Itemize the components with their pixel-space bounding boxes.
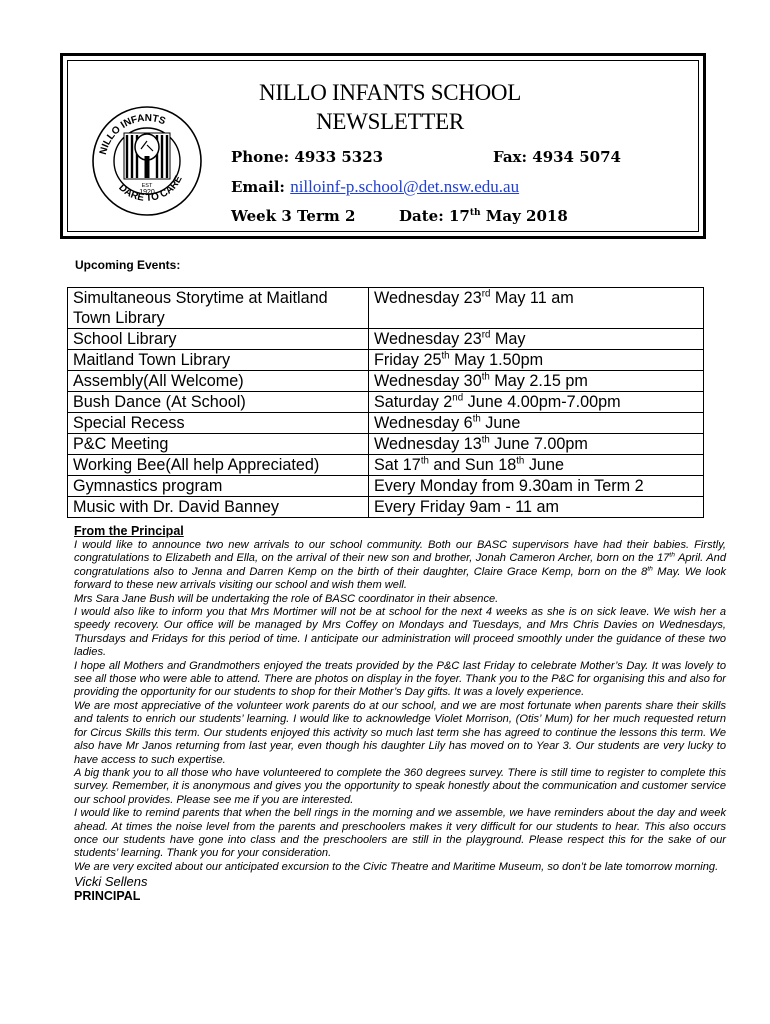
- event-name: Gymnastics program: [68, 476, 369, 497]
- logo-ring-bottom: DARE TO CARE: [116, 174, 185, 204]
- contact-phone-fax: [231, 148, 621, 166]
- principal-paragraph: Mrs Sara Jane Bush will be undertaking the role of BASC coordinator in their absence.: [74, 592, 499, 605]
- event-row: [68, 350, 704, 371]
- event-date: Sat 17th and Sun 18th June: [369, 455, 704, 476]
- event-row: [68, 329, 704, 350]
- event-name: Maitland Town Library: [68, 350, 369, 371]
- event-name: Special Recess: [68, 413, 369, 434]
- principal-message: [74, 524, 726, 904]
- principal-paragraph: I hope all Mothers and Grandmothers enjoyed the treats provided by the P&C last Friday to celebrate Mother’s Day. It was lovely to see all those who were able to attend. There are photos on display in the foyer. Thank you to the P&C for organising this and also for providing the opportunity for our students to shop for their Mother’s Day gifts. It was a lovely experience.: [74, 659, 726, 699]
- event-name: School Library: [68, 329, 369, 350]
- title-line-1: NILLO INFANTS SCHOOL: [259, 80, 521, 105]
- svg-text:NILLO INFANTS: [98, 113, 167, 156]
- event-date: Saturday 2nd June 4.00pm-7.00pm: [369, 392, 704, 413]
- contact-email: [231, 177, 519, 197]
- event-name: Working Bee(All help Appreciated): [68, 455, 369, 476]
- newsletter-header: [60, 53, 706, 239]
- issue-date: Date: 17th May 2018: [399, 207, 568, 225]
- event-date: Every Friday 9am - 11 am: [369, 497, 704, 518]
- event-date: Wednesday 23rd May 11 am: [369, 288, 704, 329]
- event-date: Friday 25th May 1.50pm: [369, 350, 704, 371]
- logo-ring-top: NILLO INFANTS: [97, 112, 167, 156]
- email-link[interactable]: nilloinf-p.school@det.nsw.edu.au: [290, 177, 520, 196]
- principal-role: PRINCIPAL: [74, 889, 141, 904]
- newsletter-title: [231, 78, 549, 136]
- principal-paragraph: I would like to remind parents that when the bell rings in the morning and we assemble, we have reminders about the day and week ahead. At times the noise level from the parents and preschoolers makes it very difficult for our students to hear. This also occurs once our students have gone into class and the preschoolers are still in the playground. Please respect this for the sake of our students’ learning. Thank you for your consideration.: [74, 807, 726, 860]
- event-row: [68, 434, 704, 455]
- event-name: Simultaneous Storytime at Maitland Town Library: [68, 288, 369, 329]
- email-label: Email:: [231, 178, 285, 196]
- event-row: [68, 288, 704, 329]
- event-date: Wednesday 6th June: [369, 413, 704, 434]
- event-row: [68, 476, 704, 497]
- event-name: Music with Dr. David Banney: [68, 497, 369, 518]
- logo-est: EST: [141, 183, 153, 189]
- upcoming-events-label: Upcoming Events:: [75, 258, 181, 272]
- principal-heading: From the Principal: [74, 524, 184, 538]
- tree-icon: [124, 133, 170, 179]
- event-row: [68, 371, 704, 392]
- event-name: Assembly(All Welcome): [68, 371, 369, 392]
- school-crest-logo: [89, 101, 205, 221]
- event-row: [68, 497, 704, 518]
- event-date: Every Monday from 9.30am in Term 2: [369, 476, 704, 497]
- fax-number: Fax: 4934 5074: [493, 148, 621, 166]
- event-name: P&C Meeting: [68, 434, 369, 455]
- principal-signature: Vicki Sellens: [74, 874, 148, 890]
- event-date: Wednesday 23rd May: [369, 329, 704, 350]
- event-row: [68, 455, 704, 476]
- week-term: Week 3 Term 2: [231, 207, 356, 225]
- svg-text:DARE TO CARE: [116, 174, 184, 204]
- event-row: [68, 413, 704, 434]
- events-table: [67, 287, 704, 518]
- event-name: Bush Dance (At School): [68, 392, 369, 413]
- principal-paragraph: We are very excited about our anticipated excursion to the Civic Theatre and Maritime Museum, so don’t be late tomorrow morning.: [74, 860, 719, 873]
- logo-year: 1920: [139, 189, 155, 196]
- event-row: [68, 392, 704, 413]
- title-line-2: NEWSLETTER: [316, 109, 464, 134]
- principal-paragraph: We are most appreciative of the volunteer work parents do at our school, and we are most fortunate when parents share their skills and talents to enrich our students’ learning. I would like to acknowledge Violet Morrison, (Otis’ Mum) for her much requested return for Circus Skills this term. Our students enjoyed this activity so much last term she has agreed to continue the lessons this term. We also have Mr Janos returning from last year, even though his daughter Lily has moved on to Year 3. Our students are very lucky to have access to such expertise.: [74, 699, 726, 766]
- principal-paragraph: I would like to announce two new arrivals to our school community. Both our BASC supervisors have had their babies. Firstly, congratulations to Elizabeth and Ella, on the arrival of their new son and brother, Jonah Cameron Archer, born on the 17th April. And congratulations also to Jenna and Darren Kemp on the birth of their daughter, Claire Grace Kemp, born on the 8th May. We look forward to these new arrivals visiting our school and wish them well.: [74, 539, 727, 592]
- event-date: Wednesday 13th June 7.00pm: [369, 434, 704, 455]
- principal-paragraph: I would also like to inform you that Mrs Mortimer will not be at school for the next 4 weeks as she is on sick leave. We wish her a speedy recovery. Our office will be managed by Mrs Coffey on Mondays and Tuesdays, and Mrs Chris Davies on Wednesdays, Thursdays and Fridays for this period of time. I anticipate our administration will proceed smoothly under the guidance of these two ladies.: [74, 606, 726, 659]
- phone-number: Phone: 4933 5323: [231, 148, 384, 166]
- issue-info: [231, 207, 568, 225]
- principal-paragraph: A big thank you to all those who have volunteered to complete the 360 degrees survey. There is still time to register to complete this survey. Remember, it is anonymous and gives you the opportunity to speak honestly about the communication and customer service our school provides. Please see me if you are interested.: [74, 766, 726, 806]
- event-date: Wednesday 30th May 2.15 pm: [369, 371, 704, 392]
